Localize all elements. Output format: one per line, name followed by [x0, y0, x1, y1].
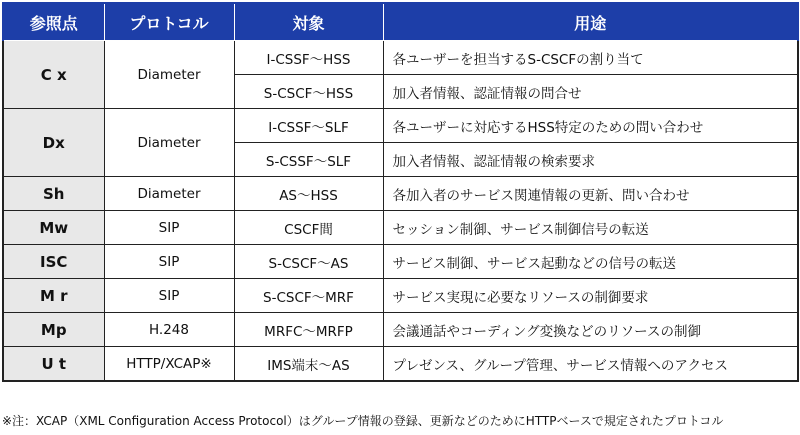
protocol-cell: H.248	[104, 313, 234, 347]
purpose-cell: 各ユーザーを担当するS-CSCFの割り当て	[383, 41, 798, 75]
table-row	[3, 109, 798, 143]
header-purpose: 用途	[383, 3, 798, 41]
purpose-cell: 会議通話やコーディング変換などのリソースの制御	[383, 313, 798, 347]
target-cell: IMS端末〜AS	[234, 347, 383, 382]
target-cell: AS〜HSS	[234, 177, 383, 211]
protocol-cell: SIP	[104, 245, 234, 279]
purpose-cell: 加入者情報、認証情報の検索要求	[383, 143, 798, 177]
reference-point-cell: Mp	[3, 313, 104, 347]
reference-point-cell: ISC	[3, 245, 104, 279]
protocol-cell: Diameter	[104, 177, 234, 211]
purpose-cell: 各ユーザーに対応するHSS特定のための問い合わせ	[383, 109, 798, 143]
table-row	[3, 211, 798, 245]
reference-point-cell: M r	[3, 279, 104, 313]
target-cell: S-CSCF〜AS	[234, 245, 383, 279]
purpose-cell: 加入者情報、認証情報の問合せ	[383, 75, 798, 109]
protocol-cell: SIP	[104, 279, 234, 313]
protocol-cell: Diameter	[104, 41, 234, 109]
table-row	[3, 347, 798, 382]
purpose-cell: サービス制御、サービス起動などの信号の転送	[383, 245, 798, 279]
purpose-cell: 各加入者のサービス関連情報の更新、問い合わせ	[383, 177, 798, 211]
table-row	[3, 279, 798, 313]
header-protocol: プロトコル	[104, 3, 234, 41]
table-row	[3, 313, 798, 347]
reference-point-cell: C x	[3, 41, 104, 109]
table-row	[3, 245, 798, 279]
target-cell: S-CSCF〜MRF	[234, 279, 383, 313]
target-cell: I-CSSF〜HSS	[234, 41, 383, 75]
reference-point-cell: Dx	[3, 109, 104, 177]
target-cell: CSCF間	[234, 211, 383, 245]
target-cell: S-CSSF〜SLF	[234, 143, 383, 177]
reference-point-cell: U t	[3, 347, 104, 382]
reference-point-table	[2, 2, 799, 382]
purpose-cell: プレゼンス、グループ管理、サービス情報へのアクセス	[383, 347, 798, 382]
target-cell: S-CSCF〜HSS	[234, 75, 383, 109]
table-row	[3, 177, 798, 211]
reference-point-cell: Sh	[3, 177, 104, 211]
protocol-cell: SIP	[104, 211, 234, 245]
header-target: 対象	[234, 3, 383, 41]
protocol-cell: HTTP/XCAP※	[104, 347, 234, 382]
target-cell: I-CSSF〜SLF	[234, 109, 383, 143]
purpose-cell: セッション制御、サービス制御信号の転送	[383, 211, 798, 245]
table-row	[3, 41, 798, 75]
reference-point-cell: Mw	[3, 211, 104, 245]
footnote: ※注：XCAP（XML Configuration Access Protocol）はグループ情報の登録、更新などのためにHTTPベースで規定されたプロトコル	[2, 414, 724, 428]
header-row	[3, 3, 798, 41]
header-reference-point: 参照点	[3, 3, 104, 41]
purpose-cell: サービス実現に必要なリソースの制御要求	[383, 279, 798, 313]
target-cell: MRFC〜MRFP	[234, 313, 383, 347]
protocol-cell: Diameter	[104, 109, 234, 177]
